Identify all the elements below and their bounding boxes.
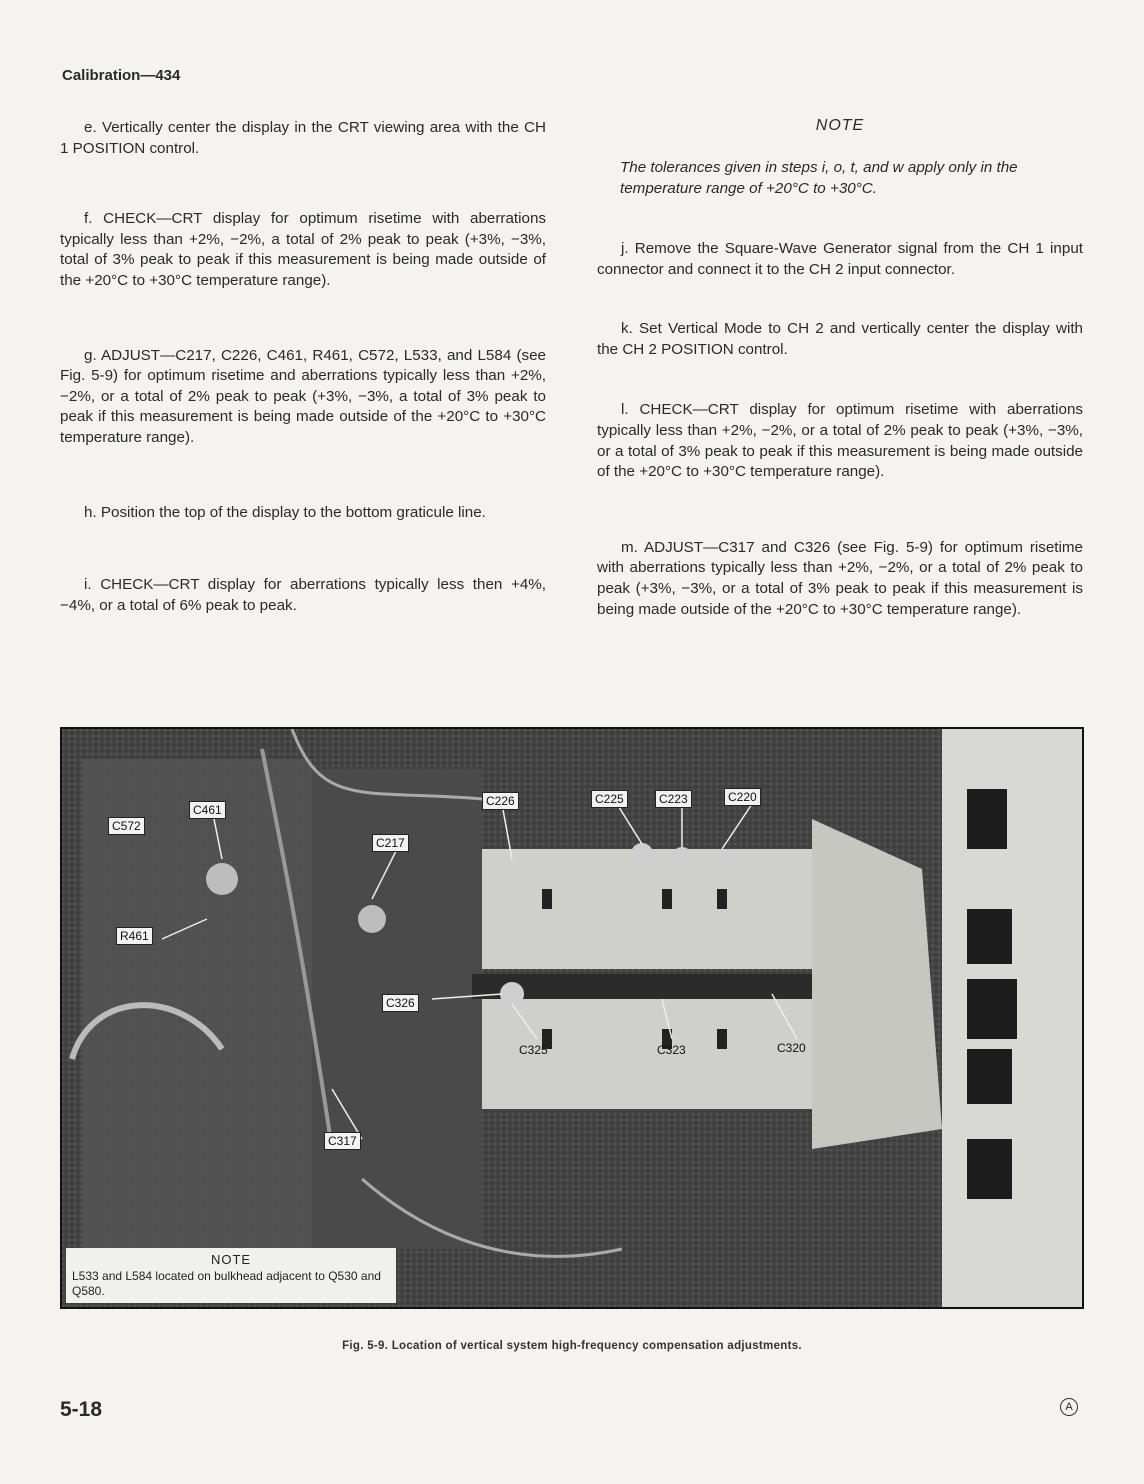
- step-k: k. Set Vertical Mode to CH 2 and vertically center the display with the CH 2 POSITION control.: [597, 320, 1083, 358]
- label-c220: C220: [724, 788, 761, 806]
- label-c572: C572: [108, 817, 145, 835]
- label-c323: C323: [657, 1043, 686, 1057]
- label-c317: C317: [324, 1132, 361, 1150]
- label-c217: C217: [372, 834, 409, 852]
- note-title: NOTE: [815, 117, 865, 134]
- step-l: l. CHECK—CRT display for optimum risetime with aberrations typically less than +2%, −2%, or a total of 2% peak to peak (+3%, −3%, or a total of 3% peak to peak if this measurement is being made outside of the +20°C to +30°C temperature range).: [597, 401, 1083, 481]
- right-column: [597, 0, 1083, 620]
- step-f: f. CHECK—CRT display for optimum risetime with aberrations typically less than +2%, −2%, a total of 2% peak to peak (+3%, −3%, total of 3% peak to peak if this measurement is being made outside of the +20°C to +30°C temperature range).: [60, 210, 546, 289]
- circled-a-mark: A: [1060, 1398, 1078, 1416]
- note-body: The tolerances given in steps i, o, t, and w apply only in the temperature range of +20°C to +30°C.: [620, 159, 1018, 197]
- circuit-board-photo: [60, 727, 1084, 1309]
- step-j: j. Remove the Square-Wave Generator signal from the CH 1 input connector and connect it to the CH 2 input connector.: [597, 240, 1083, 278]
- label-c225: C225: [591, 790, 628, 808]
- label-c461: C461: [189, 801, 226, 819]
- photo-note: [66, 1248, 396, 1303]
- photo-note-text: L533 and L584 located on bulkhead adjacent to Q530 and Q580.: [72, 1269, 381, 1298]
- step-m: m. ADJUST—C317 and C326 (see Fig. 5-9) for optimum risetime with aberrations typically less than +2%, −2%, or a total of 2% peak to peak (+3%, −3%, or a total of 3% peak to peak if this measurement is being made outside of the +20°C to +30°C temperature range).: [597, 538, 1083, 618]
- label-c320: C320: [777, 1041, 806, 1055]
- figure-caption: Fig. 5-9. Location of vertical system high-frequency compensation adjustments.: [342, 1340, 802, 1352]
- step-h: h. Position the top of the display to the bottom graticule line.: [84, 503, 486, 521]
- left-column: [60, 0, 546, 616]
- label-r461: R461: [116, 927, 153, 945]
- label-c223: C223: [655, 790, 692, 808]
- step-g: g. ADJUST—C217, C226, C461, R461, C572, L533, and L584 (see Fig. 5-9) for optimum risetime and aberrations typically less than +2%, −2%, or a total of 2% peak to peak (+3%, −3%, a total of 3% peak to peak if this measurement is being made outside of the +20°C to +30°C temperature range).: [60, 346, 546, 446]
- step-e: e. Vertically center the display in the CRT viewing area with the CH 1 POSITION control.: [60, 119, 546, 157]
- page-number: 5-18: [60, 1398, 103, 1421]
- page-header: Calibration—434: [62, 67, 181, 84]
- step-i: i. CHECK—CRT display for aberrations typically less then +4%, −4%, or a total of 6% peak to peak.: [60, 576, 546, 614]
- label-c326: C326: [382, 994, 419, 1012]
- photo-note-title: NOTE: [210, 1252, 252, 1267]
- label-c325: C325: [519, 1043, 548, 1057]
- label-c226: C226: [482, 792, 519, 810]
